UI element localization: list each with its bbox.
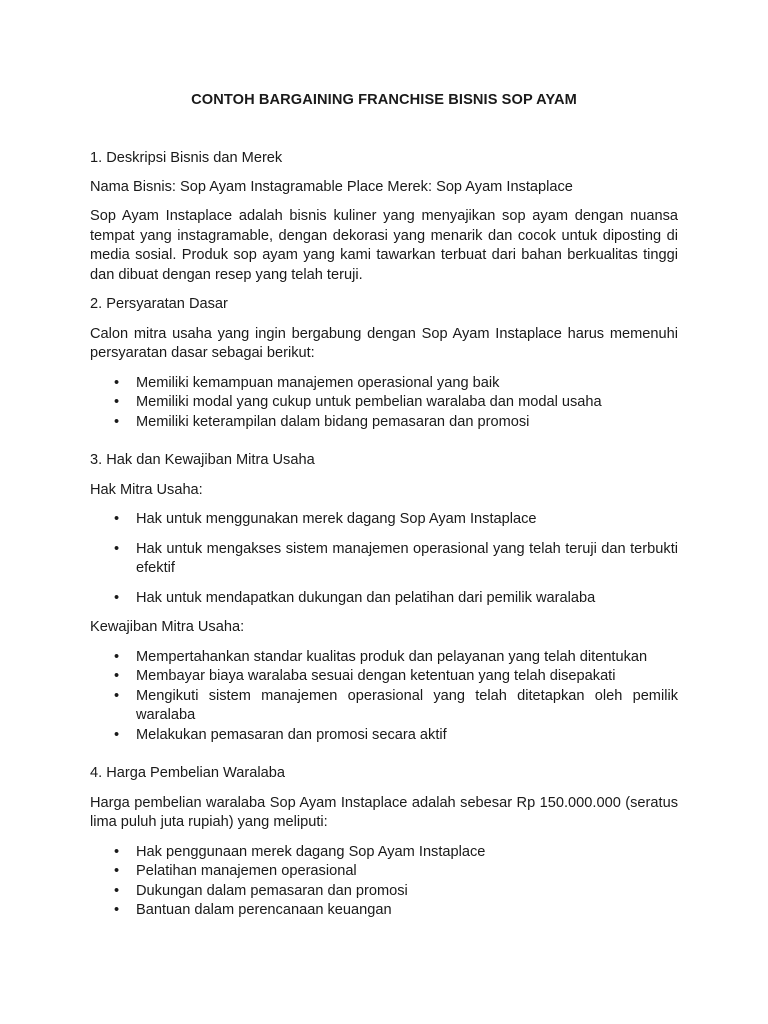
list-item [90,589,678,609]
obligations-list [90,648,678,746]
rights-label: Hak Mitra Usaha: [90,481,203,498]
bullet-icon: • [114,863,120,879]
rights-list [90,510,678,608]
list-item [90,882,678,902]
bullet-icon: • [114,511,120,527]
bullet-icon: • [114,843,120,860]
bullet-icon: • [114,540,120,557]
bullet-icon: • [114,902,120,918]
business-description: Sop Ayam Instaplace adalah bisnis kuliner yang menyajikan sop ayam dengan nuansa tempat yang instagramable, dengan dekorasi yang menarik dan cocok untuk diposting di media sosial. Produk sop ayam yang kami tawarkan terbuat dari bahan berkualitas tinggi dan dibuat dengan resep yang telah teruji. [90,208,678,283]
list-item [90,687,678,726]
list-item-text: Memiliki modal yang cukup untuk pembelian waralaba dan modal usaha [136,394,602,410]
bullet-icon: • [114,589,120,606]
bullet-icon: • [114,394,120,410]
list-item-text: Bantuan dalam perencanaan keuangan [136,902,392,918]
list-item [90,413,678,433]
price-intro: Harga pembelian waralaba Sop Ayam Instaplace adalah sebesar Rp 150.000.000 (seratus lima puluh juta rupiah) yang meliputi: [90,794,678,830]
list-item [90,667,678,687]
list-item [90,726,678,746]
section-3-heading: 3. Hak dan Kewajiban Mitra Usaha [90,452,315,468]
list-item-text: Hak untuk menggunakan merek dagang Sop Ayam Instaplace [136,511,537,527]
list-item-text: Memiliki keterampilan dalam bidang pemasaran dan promosi [136,413,530,430]
list-item-text: Hak untuk mendapatkan dukungan dan pelatihan dari pemilik waralaba [136,589,596,606]
list-item [90,901,678,921]
list-item-text: Memiliki kemampuan manajemen operasional yang baik [136,374,500,391]
list-item [90,540,678,579]
list-item-text: Pelatihan manajemen operasional [136,863,357,879]
bullet-icon: • [114,687,120,704]
business-name-line: Nama Bisnis: Sop Ayam Instagramable Place Merek: Sop Ayam Instaplace [90,178,573,195]
requirements-list [90,374,678,433]
bullet-icon: • [114,882,120,899]
price-includes-list [90,843,678,921]
obligations-label: Kewajiban Mitra Usaha: [90,619,245,635]
list-item [90,843,678,863]
list-item [90,648,678,668]
section-1-heading: 1. Deskripsi Bisnis dan Merek [90,150,283,166]
list-item-text: Melakukan pemasaran dan promosi secara aktif [136,726,447,743]
list-item-text: Hak untuk mengakses sistem manajemen operasional yang telah teruji dan terbukti efektif [136,540,678,576]
bullet-icon: • [114,668,120,684]
list-item-text: Membayar biaya waralaba sesuai dengan ketentuan yang telah disepakati [136,668,616,684]
list-item [90,393,678,413]
list-item-text: Dukungan dalam pemasaran dan promosi [136,882,408,899]
document-title: CONTOH BARGAINING FRANCHISE BISNIS SOP AYAM [191,92,577,108]
list-item-text: Hak penggunaan merek dagang Sop Ayam Instaplace [136,843,486,860]
list-item [90,862,678,882]
bullet-icon: • [114,648,120,665]
list-item [90,374,678,394]
section-4-heading: 4. Harga Pembelian Waralaba [90,765,285,781]
requirements-intro: Calon mitra usaha yang ingin bergabung dengan Sop Ayam Instaplace harus memenuhi persyaratan dasar sebagai berikut: [90,325,678,361]
section-2-heading: 2. Persyaratan Dasar [90,296,228,312]
bullet-icon: • [114,726,120,743]
bullet-icon: • [114,413,120,430]
bullet-icon: • [114,374,120,391]
list-item-text: Mengikuti sistem manajemen operasional yang telah ditetapkan oleh pemilik waralaba [136,687,678,723]
list-item-text: Mempertahankan standar kualitas produk dan pelayanan yang telah ditentukan [136,648,648,665]
list-item [90,510,678,530]
